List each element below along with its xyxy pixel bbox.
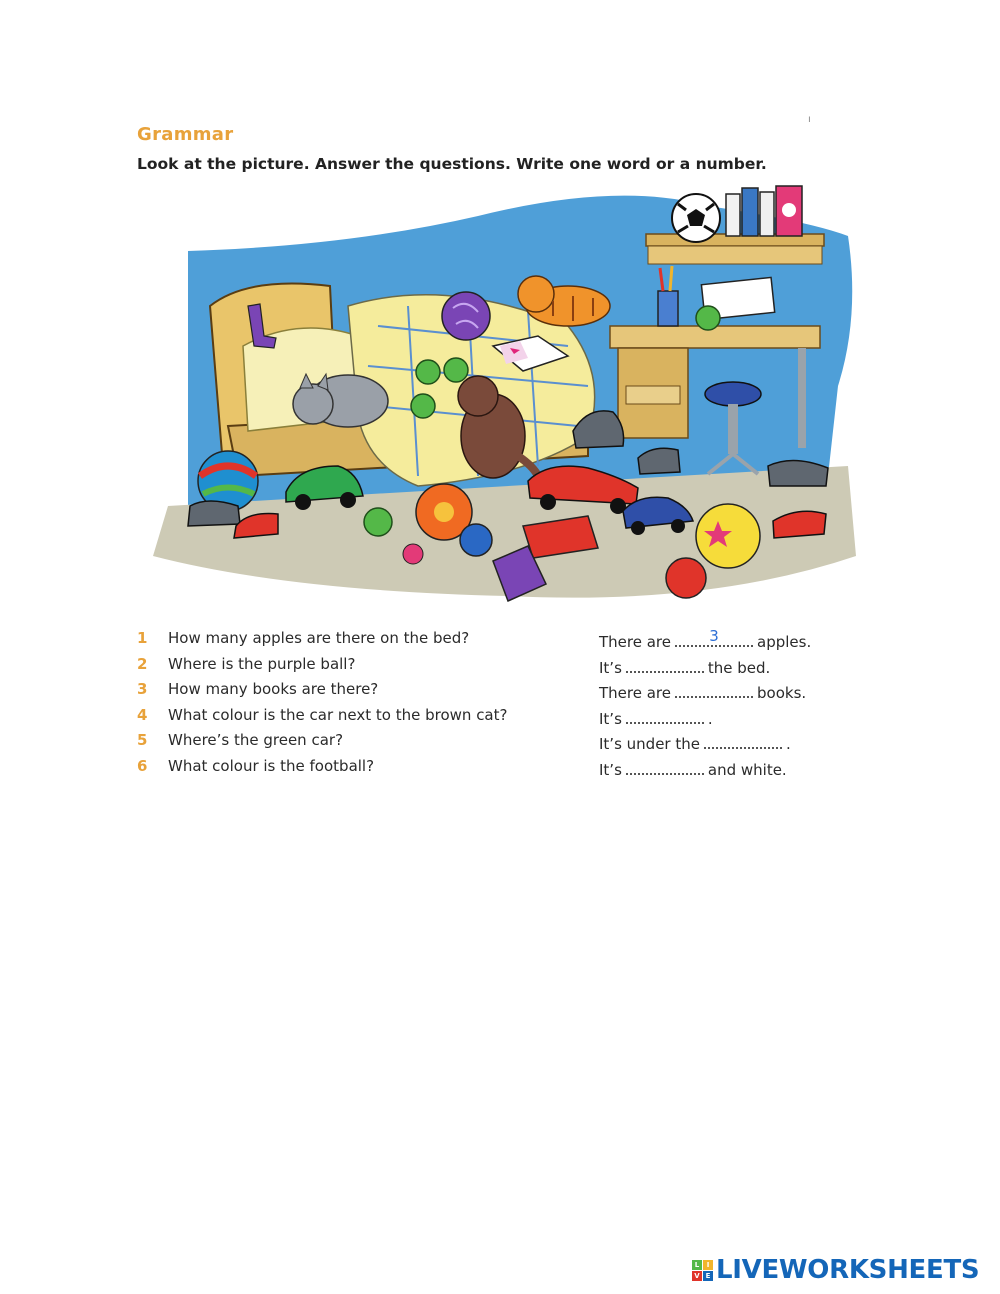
answer-sentence (599, 731, 791, 753)
answer-blank-6[interactable] (626, 757, 704, 775)
answer-prefix: It’s (599, 760, 622, 779)
question-row-1 (137, 629, 837, 655)
answer-sentence (599, 706, 713, 728)
questions-list (137, 629, 837, 783)
answer-prefix: It’s (599, 709, 622, 728)
shelf-books (726, 186, 802, 236)
brand-name: LIVEWORKSHEETS (716, 1255, 980, 1285)
answer-blank-1[interactable] (675, 629, 753, 647)
answer-suffix: books. (757, 684, 807, 703)
liveworksheets-logo[interactable] (692, 1255, 979, 1285)
question-text: How many books are there? (168, 680, 379, 699)
stray-mark: ı (808, 114, 811, 125)
answer-prefix: There are (599, 684, 671, 703)
answer-prefix: It’s (599, 658, 622, 677)
question-text: What colour is the football? (168, 756, 375, 775)
answer-sentence (599, 680, 806, 702)
purple-ball (442, 292, 490, 340)
answer-sentence (599, 655, 770, 677)
answer-sentence (599, 757, 787, 779)
answer-prefix: There are (599, 633, 671, 651)
logo-squares-icon: L I V E (692, 1260, 713, 1281)
bedroom-illustration (148, 176, 860, 606)
question-number: 4 (137, 705, 148, 724)
answer-suffix: and white. (707, 760, 787, 779)
answer-suffix: apples. (757, 633, 812, 651)
question-text: How many apples are there on the bed? (168, 629, 470, 647)
question-number: 2 (137, 654, 148, 673)
question-row-6 (137, 757, 837, 783)
answer-blank-5[interactable] (704, 731, 782, 749)
answer-sentence (599, 629, 811, 651)
question-text: Where is the purple ball? (168, 654, 356, 673)
question-number: 3 (137, 680, 148, 699)
answer-suffix: . (707, 709, 713, 728)
section-heading: Grammar (137, 124, 234, 145)
instruction-text: Look at the picture. Answer the questions. Write one word or a number. (137, 155, 767, 173)
grey-cat (293, 374, 388, 427)
answer-suffix: the bed. (707, 658, 771, 677)
question-text: Where’s the green car? (168, 731, 344, 750)
football (672, 194, 720, 242)
question-number: 6 (137, 756, 148, 775)
question-text: What colour is the car next to the brown cat? (168, 705, 508, 724)
question-row-3 (137, 680, 837, 706)
answer-suffix: . (785, 735, 791, 754)
question-number: 5 (137, 731, 148, 750)
answer-blank-4[interactable] (626, 706, 704, 724)
question-number: 1 (137, 629, 148, 647)
question-row-2 (137, 655, 837, 681)
answer-prefix: It’s under the (599, 735, 700, 754)
question-row-5 (137, 731, 837, 757)
question-row-4 (137, 706, 837, 732)
answer-blank-2[interactable] (626, 655, 704, 673)
answer-blank-3[interactable] (675, 680, 753, 698)
answer-value: 3 (709, 627, 719, 645)
